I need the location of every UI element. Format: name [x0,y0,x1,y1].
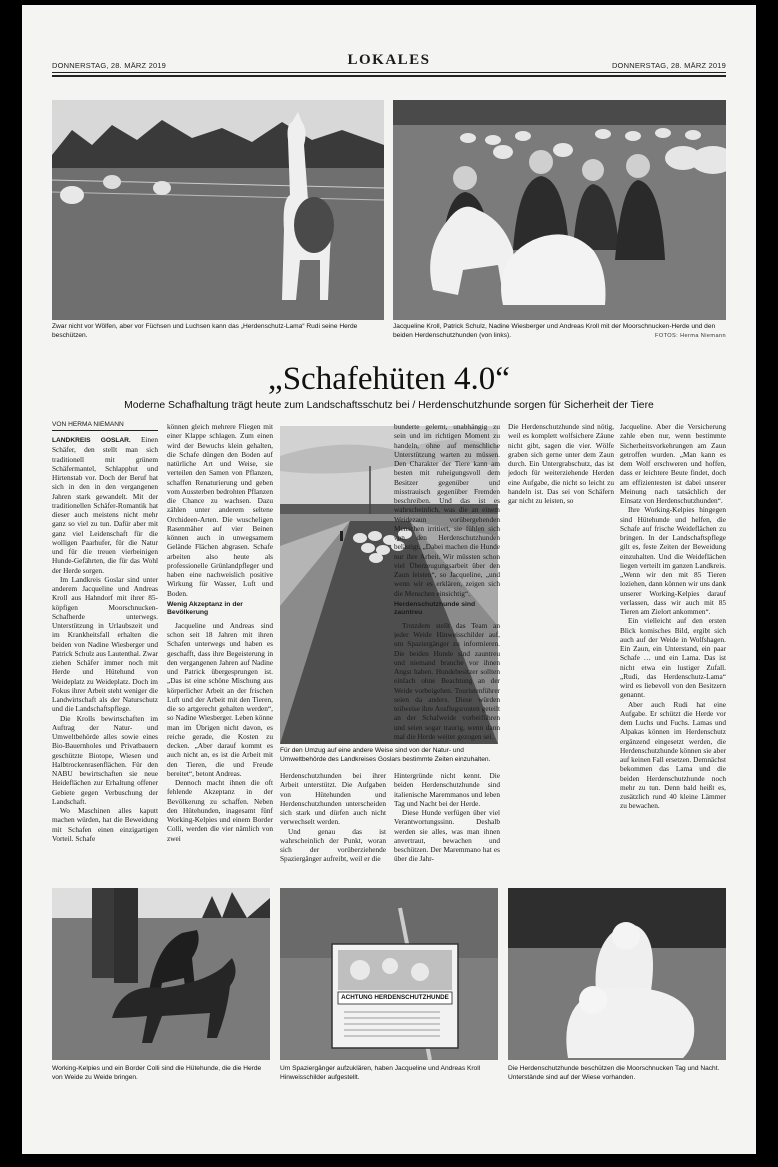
paragraph: Diese Hunde verfügen über viel Verantwortungssinn. Deshalb werden sie alles, was man ihnen anvertraut, bewachen und beschützen. Der Maremmano hat es über die Jahr- [394,808,500,864]
photo-llama [52,100,384,320]
caption-road-sheep: Für den Umzug auf eine andere Weise sind von der Natur- und Umweltbehörde des Landkreises Goslars bestimmte Zeiten einzuhalten. [280,747,491,763]
headline: „Schafehüten 4.0“ [268,361,510,397]
paragraph: Jacqueline. Aber die Versicherung zahle eben nur, wenn bestimmte Sicherheitsvorkehrungen am Zaun getroffen wurden. „Man kann es dem Wolf erschweren und hoffen, dass er leichtere Beute findet, doch am effizientesten ist dabei unserer Meinung nach tatsächlich der Einsatz von Herdenschutzhunden“. [620,422,726,505]
paragraph: Hintergründe nicht kennt. Die beiden Herdenschutzhunde sind italienische Maremmanos und leben Tag und Nacht bei der Herde. [394,771,500,808]
paragraph: Jacqueline und Andreas sind schon seit 18 Jahren mit ihren Schafen unterwegs und haben es geschafft, dass ihre Begeisterung in den vergangenen Jahren auf Nadine und Patrick übergesprungen ist. „Das ist eine schöne Mischung aus körperlicher Arbeit an der frischen Luft und der Arbeit mit den Tieren, die so artgerecht gehalten werden“, so Nadine Wiesberger. Leben könne man im Übrigen nicht davon, es reiche gerade, die Kosten zu decken. „Aber darauf kommt es auch nicht an, es ist die Arbeit mit den Tieren, die und Freude bereitet“, betont Andreas. [167,620,273,778]
header-date-left: DONNERSTAG, 28. MÄRZ 2019 [52,61,167,70]
paragraph: Im Landkreis Goslar sind unter anderem Jacqueline und Andreas Kroll aus Hahndorf mit ihrer 85-köpfigen Moorschnucken-Schafherde unterwegs. Unterstützung in Urlaubszeit und im Krankheitsfall erhalten die beiden von Nadine Wiesberger und Patrick Schulz aus Lautenthal. Zwar ziehen Schäfer immer noch mit Herde und Hütehund von Weideplatz zu Weideplatz. Doch im Fokus ihrer Arbeit steht weniger die Landwirtschaft als der Naturschutz und die Landschaftspflege. [52,574,158,714]
paragraph: Herdenschutzhunden bei ihrer Arbeit unterstützt. Die Aufgaben von Hütehunden und Herdenschutzhunden unterscheiden sich stark und dürfen auch nicht verwechselt werden. [280,771,386,827]
caption-guard-dogs: Die Herdenschutzhunde beschützen die Moorschnucken Tag und Nacht. Unterstände sind auf der Wiese vorhanden. [508,1065,720,1081]
paragraph: können gleich mehrere Fliegen mit einer Klappe schlagen. Zum einen wird der Bewuchs klein gehalten, die Schafe düngen den Boden auf natürliche Art und Weise, sie verteilen den Samen von Pflanzen, schaffen Renaturierung und geben vom Aussterben bedrohten Pflanzen die Chance zu wachsen. Dazu zählen unter anderem seltene Orchideen-Arten. Die wuscheligen Rasenmäher auf vier Beinen können auch in unwegsamem Gelände Flächen abgrasen. Schafe arbeiten also heute als professionelle Grünlandpfleger und haben eine nachweislich positive Wirkung für Wasser, Luft und Boden. [167,422,273,598]
text-column-2 [167,422,273,882]
paragraph: Die Krolls bewirtschaften im Auftrag der Natur- und Umweltbehörde alles sowie eines Bio-Bauernholes und Privatbauern geschützte Biotope, Wiesen und Halbtrockenrasenflächen. Für den NABU bewirtschaften sie neue Heideflächen zur Erhaltung offener Gebiete gegen Verbuschung der Landschaft. [52,713,158,806]
paragraph: Trotzdem stellt das Team an jeder Weide Hinweisschilder auf, um Spaziergänger zu informieren. Die beiden Hunde sind zauntreu und niemand brauche vor ihnen Angst haben. Hundebesitzer sollten einfach ohne Beachtung an der Weide vorbeigehen. Touristenführer seien da anders. Diese würden teilweise ihre Ausflugsrouten geteilt an der Schafweide vorbeiführen und seien sogar traurig, wenn dann mal die Herde weiter gezogen sei. [394,620,500,741]
photo-working-kelpies [52,888,270,1060]
text-column-5 [508,422,614,882]
section-title: LOKALES [347,52,431,68]
dateline: LANDKREIS GOSLAR. [52,437,131,444]
paragraph: Dennoch macht ihnen die oft fehlende Akzeptanz in der Bevölkerung zu schaffen. Neben den Hütehunden, inagesamt fünf Working-Kelpies und einem Border Colli, werden die vier nämlich von zwei [167,778,273,843]
paragraph: Die Herdenschutzhunde sind nötig, weil es komplett wolfsichere Zäune nicht gibt, sagen die vier. Wölfe graben sich gerne unter dem Zaun durch. Ein Untergrabschutz, das ist jedoch für weiterziehende Herden eine Aufgabe, die nicht so leicht zu handeln ist. Das sei von Schäfern gar nicht zu leisten, so [508,422,614,505]
byline: VON HERMA NIEMANN [52,420,158,431]
photo-credit: FOTOS: Herma Niemann [655,333,726,339]
photo-guard-dogs [508,888,726,1060]
paragraph: LANDKREIS GOSLAR. Einen Schäfer, den stellt man sich traditionell mit grünem Schäfermantel, Schlapphut und Hirtenstab vor. Doch der Beruf hat sich in den in den vergangenen Jahren stark gewandelt. Mit der traditionellen Schäfer-Romantik hat dieser auch meistens nicht mehr ganz so viel zu tun. Dafür aber mit ganz viel Leidenschaft für die wolligen Paarhufer, für die Natur und für die treuen vierbeinigen Hunde-Gefährten, die für das Wohl der Herde sorgen. [52,435,158,575]
caption-warning-sign: Um Spaziergänger aufzuklären, haben Jacqueline und Andreas Kroll Hinweisschilder aufgestellt. [280,1065,481,1081]
sign-title: ACHTUNG HERDENSCHUTZHUNDE [341,994,449,1001]
caption-group-dogs: Jacqueline Kroll, Patrick Schulz, Nadine Wiesberger und Andreas Kroll mit der Moorschnucken-Herde und den beiden Herdenschutzhunden (von links). [393,323,716,339]
photo-group-dogs [393,100,726,320]
paragraph: Aber auch Rudi hat eine Aufgabe. Er schützt die Herde vor dem Luchs und Fuchs. Lamas und Alpakas können im Herdenschutz ergänzend eingesetzt werden, die Herdenschutzhunde können sie aber auf keinen Fall ersetzen. Demnächst bekommen das Lama und die beiden Herdenschutzhunde noch mehr zu tun. Denn bald heißt es, zusätzlich rund 40 kleine Lämmer zu bewachen. [620,699,726,811]
header-date-right: DONNERSTAG, 28. MÄRZ 2019 [611,61,726,70]
paragraph: bunderte gelernt, unabhängig zu sein und im richtigen Moment zu handeln, ohne auf menschliche Unterstützung warten zu müssen. Den Charakter der Tiere kann am besten mit ruheigungsvoll dem Besitzer gegenüber und misstrauisch gegenüber Fremden beschreiben. Und das ist es wahrscheinlich, was die an einem Weidezaun vorübergehenden Menschen irritiert, sie fühlen sich von den Herdenschutzhunden belästigt. „Dabei machen die Hunde nur ihre Arbeit. Wir müssten schon viel Überzeugungsarbeit über den Zaun leisten“, so Jacqueline, „und wenn wir es erklären, zeigen sich die Menschen einsichtig“. [394,422,500,598]
text-column-3 [280,771,386,882]
text-column-6 [620,422,726,882]
header-rule-double [52,75,726,77]
subline: Moderne Schafhaltung trägt heute zum Landschaftsschutz bei / Herdenschutzhunde sorgen für Sicherheit der Tiere [124,400,654,411]
text-column-4-continued [394,771,500,882]
text-column-1 [52,420,158,882]
paragraph: Wo Maschinen alles kaputt machen würden, hat die Beweidung mit Schafen einen einzigartigen Vorteil. Schafe [52,806,158,843]
caption-llama: Zwar nicht vor Wölfen, aber vor Füchsen und Luchsen kann das „Herdenschutz-Lama“ Rudi seine Herde beschützen. [52,323,358,339]
subheading: Herdenschutzhunde sind zauntreu [394,600,476,617]
paragraph: Ihre Working-Kelpies hingegen sind Hütehunde und helfen, die Schafe auf frische Weideflächen zu bringen. In der Landschaftspflege gilt es, feste Zeiten der Beweidung einzuhalten. Und die Weideflächen liegen verteilt im ganzen Landkreis. „Wenn wir den mit 85 Tieren loziehen, dann können wir uns dank unserer Working-Kelpies darauf verlassen, dass wir auch mit 85 Tieren am Zielort ankommen“. [620,505,726,616]
subheading: Wenig Akzeptanz in der Bevölkerung [167,600,243,617]
paragraph: Und genau das ist wahrscheinlich der Punkt, woran sich der vorüberziehende Spaziergänger aufreibt, weil er die [280,826,386,864]
photo-warning-sign [280,888,498,1060]
newspaper-page [22,5,756,1154]
paragraph: Ein vielleicht auf den ersten Blick komisches Bild, ergibt sich auch auf der Weide in Wolfshagen. Ein Zaun, ein Unterstand, ein paar Schafe … und ein Lama. Das ist nicht etwa ein lustiger Zufall. „Rudi, das Herdenschutz-Lama“ wird es liebevoll von den Besitzern genannt. [620,616,726,700]
header-rule [52,72,726,73]
caption-working-kelpies: Working-Kelpies und ein Border Colli sind die Hütehunde, die die Herde von Weide zu Weide bringen. [52,1065,262,1081]
text-column-4 [394,422,500,745]
